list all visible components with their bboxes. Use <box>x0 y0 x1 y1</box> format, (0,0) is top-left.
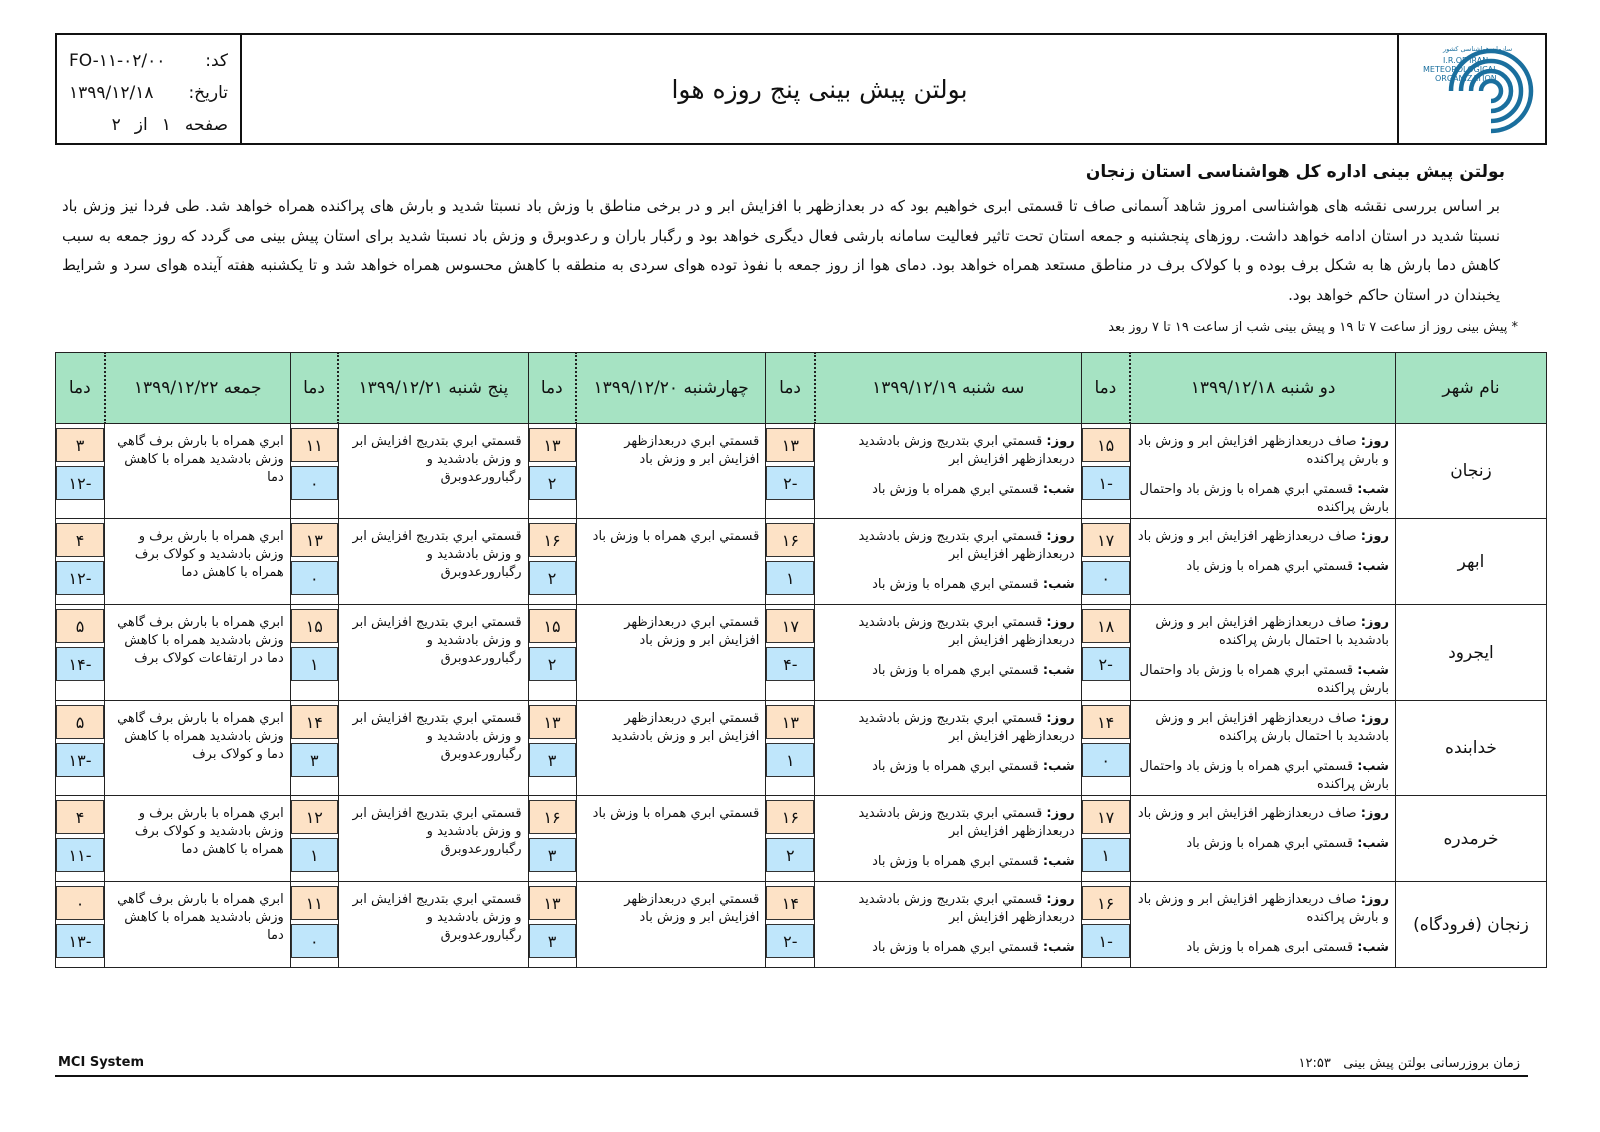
temp-cell <box>528 701 576 796</box>
max-temp: ۱۳ <box>766 705 814 739</box>
min-temp: ۲ <box>529 647 576 681</box>
forecast-cell: قسمتي ابري بتدريج افزايش ابر و وزش بادشديد و رگبارورعدوبرق <box>338 796 528 882</box>
night-forecast <box>821 662 1074 680</box>
min-temp: ۱ <box>1082 838 1130 872</box>
day-forecast-label: روز: <box>1046 711 1075 726</box>
min-temp: -۱۴ <box>56 647 104 681</box>
night-forecast-label: شب: <box>1042 759 1075 774</box>
temp-cell <box>1081 701 1130 796</box>
min-temp: -۲ <box>1082 647 1130 681</box>
forecast-cell <box>815 605 1081 701</box>
night-forecast-label: شب: <box>1357 836 1389 851</box>
table-row <box>56 519 1547 605</box>
day-forecast-label: روز: <box>1046 529 1075 544</box>
day-forecast-label: روز: <box>1046 806 1075 821</box>
forecast-cell <box>815 882 1081 968</box>
day-forecast-label: روز: <box>1046 892 1075 907</box>
max-temp: ۵ <box>56 609 104 643</box>
temp-column-header: دما <box>56 353 105 424</box>
max-temp: ۱۶ <box>766 800 814 834</box>
spacer <box>1137 469 1389 481</box>
day-forecast-label: روز: <box>1046 615 1075 630</box>
min-temp: ۳ <box>529 924 576 958</box>
day-forecast-text: قسمتي ابري بتدريج وزش بادشديد دربعدازظهر افزايش ابر <box>858 434 1075 467</box>
night-forecast <box>1137 558 1389 576</box>
min-temp: ۱ <box>766 561 814 595</box>
max-temp: ۳ <box>56 428 104 462</box>
footer-update-time <box>1299 1056 1520 1071</box>
max-temp: ۱۴ <box>766 886 814 920</box>
day-forecast-text: صاف دربعدازظهر افزايش ابر و وزش باد <box>1137 529 1357 544</box>
page-label: صفحه <box>184 115 228 135</box>
min-temp: -۱۱ <box>56 838 104 872</box>
max-temp: ۱۴ <box>1082 705 1130 739</box>
night-forecast-text: قسمتي ابري همراه با وزش باد <box>872 577 1039 592</box>
temp-cell <box>1081 882 1130 968</box>
day-forecast-label: روز: <box>1360 806 1389 821</box>
night-forecast-text: قسمتي ابري همراه با وزش باد واحتمال بارش پراکنده <box>1139 663 1389 696</box>
temp-cell <box>290 424 338 519</box>
temp-cell <box>56 796 105 882</box>
logo-text-en2: METEOROLOGICAL <box>1423 65 1498 74</box>
forecast-cell <box>1130 701 1395 796</box>
max-temp: ۱۳ <box>529 428 576 462</box>
night-forecast-label: شب: <box>1042 940 1075 955</box>
date-row <box>69 77 228 109</box>
forecast-cell: قسمتي ابري همراه با وزش باد <box>576 796 766 882</box>
day-forecast <box>821 891 1074 927</box>
max-temp: ۱۶ <box>766 523 814 557</box>
meteorological-organization-logo <box>1397 35 1545 143</box>
forecast-cell: ابري همراه با بارش برف گاهي وزش بادشديد همراه با کاهش دما <box>105 424 291 519</box>
temp-cell <box>290 796 338 882</box>
day-forecast-text: صاف دربعدازظهر افزايش ابر و وزش باد و بارش پراکنده <box>1137 892 1389 925</box>
night-forecast-text: قسمتي ابري همراه با وزش باد <box>872 482 1039 497</box>
table-row <box>56 701 1547 796</box>
logo-text-fa: سازمان هواشناسی کشور <box>1443 45 1513 53</box>
day-forecast-label: روز: <box>1360 892 1389 907</box>
temp-cell <box>766 701 815 796</box>
forecast-cell: ابري همراه با بارش برف گاهي وزش بادشديد همراه با کاهش دما و کولاک برف <box>105 701 291 796</box>
max-temp: ۱۷ <box>766 609 814 643</box>
temp-cell <box>56 882 105 968</box>
night-forecast-text: قسمتي ابري همراه با وزش باد واحتمال بارش پراکنده <box>1139 759 1389 792</box>
night-forecast-label: شب: <box>1042 482 1075 497</box>
city-name: ابهر <box>1395 519 1546 605</box>
max-temp: ۱۴ <box>291 705 338 739</box>
temp-cell <box>766 519 815 605</box>
day-forecast <box>821 528 1074 564</box>
day-column-header: چهارشنبه ۱۳۹۹/۱۲/۲۰ <box>576 353 766 424</box>
temp-column-header: دما <box>290 353 338 424</box>
min-temp: ۳ <box>291 743 338 777</box>
night-forecast-label: شب: <box>1357 482 1389 497</box>
temp-cell <box>528 605 576 701</box>
temp-cell <box>766 605 815 701</box>
spacer <box>1137 746 1389 758</box>
spacer <box>821 650 1074 662</box>
max-temp: ۴ <box>56 523 104 557</box>
spacer <box>1137 823 1389 835</box>
min-temp: ۳ <box>529 743 576 777</box>
temp-cell <box>766 796 815 882</box>
temp-cell <box>56 519 105 605</box>
min-temp: ۰ <box>1082 743 1130 777</box>
forecast-table <box>55 352 1547 968</box>
min-temp: -۱ <box>1082 466 1130 500</box>
day-forecast <box>1137 433 1389 469</box>
night-forecast <box>1137 662 1389 698</box>
day-column-header: جمعه ۱۳۹۹/۱۲/۲۲ <box>105 353 291 424</box>
day-column-header: پنج شنبه ۱۳۹۹/۱۲/۲۱ <box>338 353 528 424</box>
day-forecast-label: روز: <box>1360 529 1389 544</box>
min-temp: -۱۲ <box>56 466 104 500</box>
min-temp: ۳ <box>529 838 576 872</box>
forecast-cell: قسمتي ابري بتدريج افزايش ابر و وزش بادشديد و رگبارورعدوبرق <box>338 519 528 605</box>
spacer <box>821 469 1074 481</box>
forecast-cell: قسمتي ابري بتدريج افزايش ابر و وزش بادشديد و رگبارورعدوبرق <box>338 882 528 968</box>
max-temp: ۱۷ <box>1082 523 1130 557</box>
temp-cell <box>290 605 338 701</box>
day-forecast <box>1137 528 1389 546</box>
night-forecast-label: شب: <box>1357 663 1389 678</box>
night-forecast <box>1137 939 1389 957</box>
day-forecast-label: روز: <box>1360 711 1389 726</box>
night-forecast <box>821 576 1074 594</box>
date-label: تاریخ: <box>188 83 228 103</box>
min-temp: ۱ <box>766 743 814 777</box>
night-forecast-text: قسمتي ابري همراه با وزش باد <box>872 759 1039 774</box>
spacer <box>821 746 1074 758</box>
forecast-cell <box>815 519 1081 605</box>
max-temp: ۱۳ <box>529 705 576 739</box>
table-row <box>56 605 1547 701</box>
max-temp: ۱۶ <box>529 800 576 834</box>
forecast-cell <box>1130 796 1395 882</box>
temp-cell <box>1081 519 1130 605</box>
night-forecast <box>821 758 1074 776</box>
min-temp: ۰ <box>291 561 338 595</box>
min-temp: -۲ <box>766 466 814 500</box>
day-forecast <box>821 433 1074 469</box>
night-forecast-label: شب: <box>1357 940 1389 955</box>
city-name: خدابنده <box>1395 701 1546 796</box>
day-forecast <box>1137 614 1389 650</box>
forecast-cell: قسمتي ابري بتدريج افزايش ابر و وزش بادشديد و رگبارورعدوبرق <box>338 424 528 519</box>
night-forecast-label: شب: <box>1357 559 1389 574</box>
forecast-summary: بر اساس بررسی نقشه های هواشناسی امروز شاهد آسمانی صاف تا قسمتی ابری خواهیم بود که در بعدازظهر با افزایش ابر و در برخی مناطق با وزش باد نسبتا شدید و بارش های پراکنده همراه خواهد شد. طی فردا نیز وزش باد نسبتا شدید در استان ادامه خواهد داشت. روزهای پنجشنبه و جمعه استان تحت تاثیر فعالیت سامانه بارشی فعال دیگری خواهد بود و رگبار باران و رعدوبرق و وزش باد نسبتا شدید برای استان پیش بینی می گردد که روز جمعه به سبب کاهش دما بارش ها به شکل برف بوده و با کولاک برف در مناطق مستعد همراه خواهد بود. دمای هوا از روز جمعه با نفوذ توده هوای سردی به منطقه با کاهش محسوس همراه خواهد شد و تا یکشنبه هفته آینده هوای سرد و شرایط یخبندان در استان حاکم خواهد بود. <box>62 197 1500 304</box>
temp-column-header: دما <box>1081 353 1130 424</box>
night-forecast-text: قسمتي ابري همراه با وزش باد <box>872 663 1039 678</box>
temp-column-header: دما <box>766 353 815 424</box>
bulletin-title: بولتن پیش بینی پنج روزه هوا <box>671 74 968 104</box>
day-forecast-text: صاف دربعدازظهر افزايش ابر و وزش بادشديد با احتمال بارش پراکنده <box>1155 711 1389 744</box>
min-temp: -۱۲ <box>56 561 104 595</box>
temp-cell <box>528 519 576 605</box>
temp-cell <box>528 796 576 882</box>
day-forecast-text: قسمتي ابري بتدريج وزش بادشديد دربعدازظهر افزايش ابر <box>858 711 1075 744</box>
temp-cell <box>1081 424 1130 519</box>
min-temp: ۰ <box>291 924 338 958</box>
forecast-cell: قسمتي ابري دربعدازظهر افزايش ابر و وزش باد <box>576 424 766 519</box>
city-name: ايجرود <box>1395 605 1546 701</box>
max-temp: ۱۵ <box>529 609 576 643</box>
forecast-table-body <box>56 424 1547 968</box>
forecast-cell <box>1130 605 1395 701</box>
day-column-header: دو شنبه ۱۳۹۹/۱۲/۱۸ <box>1130 353 1395 424</box>
forecast-cell: قسمتي ابري بتدريج افزايش ابر و وزش بادشديد و رگبارورعدوبرق <box>338 701 528 796</box>
night-forecast-text: قسمتی ابری همراه با وزش باد <box>1186 940 1354 955</box>
logo-icon <box>1403 39 1541 139</box>
forecast-cell: قسمتي ابري همراه با وزش باد <box>576 519 766 605</box>
temp-cell <box>290 519 338 605</box>
code-row <box>69 45 228 77</box>
day-forecast-label: روز: <box>1360 615 1389 630</box>
update-time-label: زمان بروزرسانی بولتن پیش بینی <box>1343 1056 1520 1071</box>
spacer <box>1137 927 1389 939</box>
night-forecast-label: شب: <box>1042 577 1075 592</box>
min-temp: -۱ <box>1082 924 1130 958</box>
temp-cell <box>528 882 576 968</box>
table-header-row <box>56 353 1547 424</box>
min-temp: ۰ <box>291 466 338 500</box>
footer-divider <box>55 1075 1528 1077</box>
day-forecast-label: روز: <box>1360 434 1389 449</box>
spacer <box>1137 546 1389 558</box>
city-column-header: نام شهر <box>1395 353 1546 424</box>
day-forecast-text: قسمتي ابري بتدريج وزش بادشديد دربعدازظهر افزايش ابر <box>858 615 1075 648</box>
forecast-cell: ابري همراه با بارش برف گاهي وزش بادشديد همراه با کاهش دما <box>105 882 291 968</box>
min-temp: ۲ <box>529 466 576 500</box>
page-of: از <box>134 115 148 135</box>
night-forecast-label: شب: <box>1042 663 1075 678</box>
day-forecast <box>821 710 1074 746</box>
night-forecast <box>1137 758 1389 794</box>
temp-cell <box>528 424 576 519</box>
forecast-cell <box>1130 424 1395 519</box>
night-forecast <box>1137 481 1389 517</box>
spacer <box>821 564 1074 576</box>
day-forecast-text: قسمتي ابري بتدريج وزش بادشديد دربعدازظهر افزايش ابر <box>858 529 1075 562</box>
document-meta <box>57 35 242 143</box>
day-forecast <box>821 805 1074 841</box>
forecast-cell: قسمتي ابري دربعدازظهر افزايش ابر و وزش باد <box>576 605 766 701</box>
max-temp: ۱۷ <box>1082 800 1130 834</box>
forecast-footnote: * پیش بینی روز از ساعت ۷ تا ۱۹ و پیش بینی شب از ساعت ۱۹ تا ۷ روز بعد <box>1108 320 1518 335</box>
temp-cell <box>1081 605 1130 701</box>
max-temp: ۴ <box>56 800 104 834</box>
night-forecast-text: قسمتي ابري همراه با وزش باد <box>1186 559 1354 574</box>
max-temp: ۱۶ <box>1082 886 1130 920</box>
forecast-cell <box>815 796 1081 882</box>
logo-text-en3: ORGANIZATION <box>1435 74 1497 83</box>
code-value: FO-۱۱-۰۲/۰۰ <box>69 51 166 71</box>
table-row <box>56 424 1547 519</box>
min-temp: ۰ <box>1082 561 1130 595</box>
min-temp: -۱۳ <box>56 924 104 958</box>
min-temp: ۲ <box>529 561 576 595</box>
night-forecast-text: قسمتي ابري همراه با وزش باد <box>872 940 1039 955</box>
min-temp: ۲ <box>766 838 814 872</box>
day-forecast-text: صاف دربعدازظهر افزايش ابر و وزش باد و بارش پراکنده <box>1137 434 1389 467</box>
day-forecast <box>1137 710 1389 746</box>
table-row <box>56 796 1547 882</box>
day-forecast-text: قسمتي ابري بتدريج وزش بادشديد دربعدازظهر افزايش ابر <box>858 892 1075 925</box>
night-forecast-text: قسمتي ابري همراه با وزش باد <box>1186 836 1354 851</box>
date-value: ۱۳۹۹/۱۲/۱۸ <box>69 83 154 103</box>
min-temp: -۲ <box>766 924 814 958</box>
logo-text-en1: I.R.OF IRAN <box>1443 56 1489 65</box>
max-temp: ۱۳ <box>291 523 338 557</box>
max-temp: ۵ <box>56 705 104 739</box>
page-total: ۲ <box>111 115 121 135</box>
city-name: زنجان <box>1395 424 1546 519</box>
forecast-cell <box>1130 519 1395 605</box>
forecast-cell <box>1130 882 1395 968</box>
night-forecast-label: شب: <box>1042 854 1075 869</box>
min-temp: -۴ <box>766 647 814 681</box>
night-forecast <box>821 939 1074 957</box>
night-forecast-label: شب: <box>1357 759 1389 774</box>
temp-cell <box>1081 796 1130 882</box>
max-temp: ۱۱ <box>291 886 338 920</box>
temp-cell <box>290 701 338 796</box>
spacer <box>1137 650 1389 662</box>
day-forecast-text: صاف دربعدازظهر افزايش ابر و وزش بادشديد با احتمال بارش پراکنده <box>1155 615 1389 648</box>
day-forecast-text: قسمتي ابري بتدريج وزش بادشديد دربعدازظهر افزايش ابر <box>858 806 1075 839</box>
day-forecast-label: روز: <box>1046 434 1075 449</box>
page-row <box>69 109 228 141</box>
max-temp: ۰ <box>56 886 104 920</box>
forecast-cell: قسمتي ابري دربعدازظهر افزايش ابر و وزش بادشديد <box>576 701 766 796</box>
night-forecast <box>1137 835 1389 853</box>
city-name: زنجان (فرودگاه) <box>1395 882 1546 968</box>
table-row <box>56 882 1547 968</box>
night-forecast <box>821 481 1074 499</box>
forecast-cell: ابري همراه با بارش برف و وزش بادشديد و کولاک برف همراه با کاهش دما <box>105 796 291 882</box>
forecast-cell: ابري همراه با بارش برف و وزش بادشديد و کولاک برف همراه با کاهش دما <box>105 519 291 605</box>
forecast-cell: قسمتي ابري دربعدازظهر افزايش ابر و وزش باد <box>576 882 766 968</box>
temp-cell <box>290 882 338 968</box>
day-forecast <box>1137 891 1389 927</box>
min-temp: -۱۳ <box>56 743 104 777</box>
night-forecast-text: قسمتي ابري همراه با وزش باد واحتمال بارش پراکنده <box>1139 482 1389 515</box>
min-temp: ۱ <box>291 647 338 681</box>
day-forecast <box>1137 805 1389 823</box>
temp-cell <box>56 701 105 796</box>
temp-cell <box>766 882 815 968</box>
footer-system-name: MCI System <box>58 1055 144 1070</box>
temp-cell <box>56 605 105 701</box>
page-number: ۱ <box>161 115 171 135</box>
day-column-header: سه شنبه ۱۳۹۹/۱۲/۱۹ <box>815 353 1081 424</box>
max-temp: ۱۳ <box>529 886 576 920</box>
night-forecast-text: قسمتي ابري همراه با وزش باد <box>872 854 1039 869</box>
night-forecast <box>821 853 1074 871</box>
day-forecast <box>821 614 1074 650</box>
max-temp: ۱۱ <box>291 428 338 462</box>
max-temp: ۱۸ <box>1082 609 1130 643</box>
max-temp: ۱۵ <box>1082 428 1130 462</box>
temp-cell <box>56 424 105 519</box>
max-temp: ۱۵ <box>291 609 338 643</box>
max-temp: ۱۶ <box>529 523 576 557</box>
forecast-cell: قسمتي ابري بتدريج افزايش ابر و وزش بادشديد و رگبارورعدوبرق <box>338 605 528 701</box>
update-time-value: ۱۲:۵۳ <box>1298 1056 1331 1071</box>
max-temp: ۱۲ <box>291 800 338 834</box>
min-temp: ۱ <box>291 838 338 872</box>
forecast-cell: ابري همراه با بارش برف گاهي وزش بادشديد همراه با کاهش دما در ارتفاعات کولاک برف <box>105 605 291 701</box>
temp-column-header: دما <box>528 353 576 424</box>
city-name: خرمدره <box>1395 796 1546 882</box>
temp-cell <box>766 424 815 519</box>
forecast-cell <box>815 424 1081 519</box>
forecast-cell <box>815 701 1081 796</box>
code-label: کد: <box>205 51 228 71</box>
max-temp: ۱۳ <box>766 428 814 462</box>
spacer <box>821 841 1074 853</box>
bulletin-header <box>55 33 1547 145</box>
bulletin-subtitle: بولتن پیش بینی اداره کل هواشناسی استان زنجان <box>1085 162 1505 182</box>
day-forecast-text: صاف دربعدازظهر افزايش ابر و وزش باد <box>1137 806 1357 821</box>
spacer <box>821 927 1074 939</box>
